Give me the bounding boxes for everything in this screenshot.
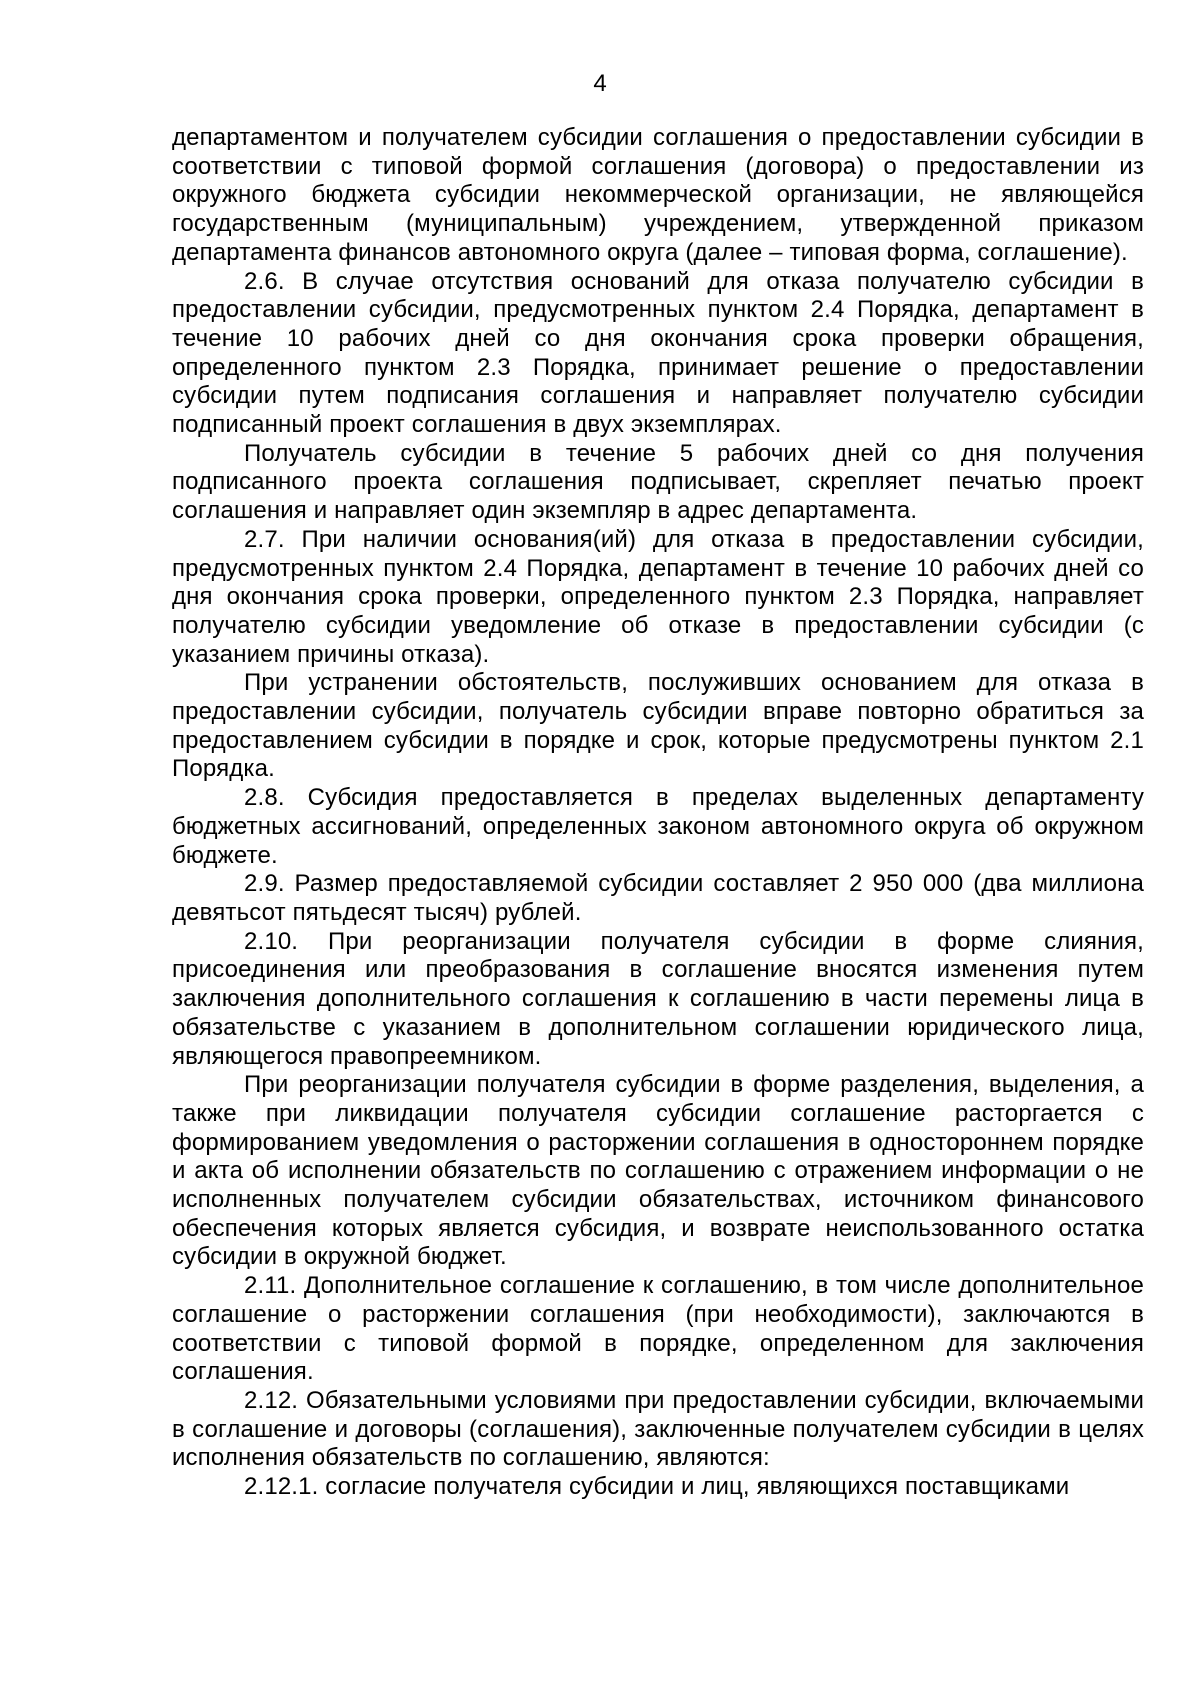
paragraph-2-8: 2.8. Субсидия предоставляется в пределах выделенных департаменту бюджетных ассигнований, определенных законом автономного округа об окружном бюджете. [172,784,1144,869]
paragraph-recipient-signing: Получатель субсидии в течение 5 рабочих дней со дня получения подписанного проекта соглашения подписывает, скрепляет печатью проект соглашения и направляет один экземпляр в адрес департамента. [172,439,1144,525]
paragraph-reorganization-termination: При реорганизации получателя субсидии в форме разделения, выделения, а также при ликвидации получателя субсидии соглашение расторгается с формированием уведомления о расторжении соглашения в одностороннем порядке и акта об исполнении обязательств по соглашению с отражением информации о не исполненных получателем субсидии обязательствах, источником финансового обеспечения которых является субсидия, и возврате неиспользованного остатка субсидии в окружной бюджет. [172,1071,1144,1271]
document-body [172,124,1144,1502]
paragraph-reapplication: При устранении обстоятельств, послуживших основанием для отказа в предоставлении субсидии, получатель субсидии вправе повторно обратиться за предоставлением субсидии в порядке и срок, которые предусмотрены пунктом 2.1 Порядка. [172,669,1144,783]
paragraph-continuation: департаментом и получателем субсидии соглашения о предоставлении субсидии в соответствии с типовой формой соглашения (договора) о предоставлении из окружного бюджета субсидии некоммерческой организации, не являющейся государственным (муниципальным) учреждением, утвержденной приказом департамента финансов автономного округа (далее – типовая форма, соглашение). [172,124,1144,266]
paragraph-2-6: 2.6. В случае отсутствия оснований для отказа получателю субсидии в предоставлении субсидии, предусмотренных пунктом 2.4 Порядка, департамент в течение 10 рабочих дней со дня окончания срока проверки обращения, определенного пунктом 2.3 Порядка, принимает решение о предоставлении субсидии путем подписания соглашения и направляет получателю субсидии подписанный проект соглашения в двух экземплярах. [172,267,1144,439]
paragraph-2-9: 2.9. Размер предоставляемой субсидии составляет 2 950 000 (два миллиона девятьсот пятьдесят тысяч) рублей. [172,870,1144,926]
paragraph-2-11: 2.11. Дополнительное соглашение к соглашению, в том числе дополнительное соглашение о расторжении соглашения (при необходимости), заключаются в соответствии с типовой формой в порядке, определенном для заключения соглашения. [172,1272,1144,1386]
paragraph-2-7: 2.7. При наличии основания(ий) для отказа в предоставлении субсидии, предусмотренных пунктом 2.4 Порядка, департамент в течение 10 рабочих дней со дня окончания срока проверки, определенного пунктом 2.3 Порядка, направляет получателю субсидии уведомление об отказе в предоставлении субсидии (с указанием причины отказа). [172,525,1144,668]
paragraph-2-12-1: 2.12.1. согласие получателя субсидии и лиц, являющихся поставщиками [244,1473,1070,1501]
paragraph-2-12: 2.12. Обязательными условиями при предоставлении субсидии, включаемыми в соглашение и договоры (соглашения), заключенные получателем субсидии в целях исполнения обязательств по соглашению, являются: [172,1386,1144,1472]
paragraph-2-10: 2.10. При реорганизации получателя субсидии в форме слияния, присоединения или преобразования в соглашение вносятся изменения путем заключения дополнительного соглашения к соглашению в части перемены лица в обязательстве с указанием в дополнительном соглашении юридического лица, являющегося правопреемником. [172,927,1144,1070]
page-number: 4 [593,70,607,97]
